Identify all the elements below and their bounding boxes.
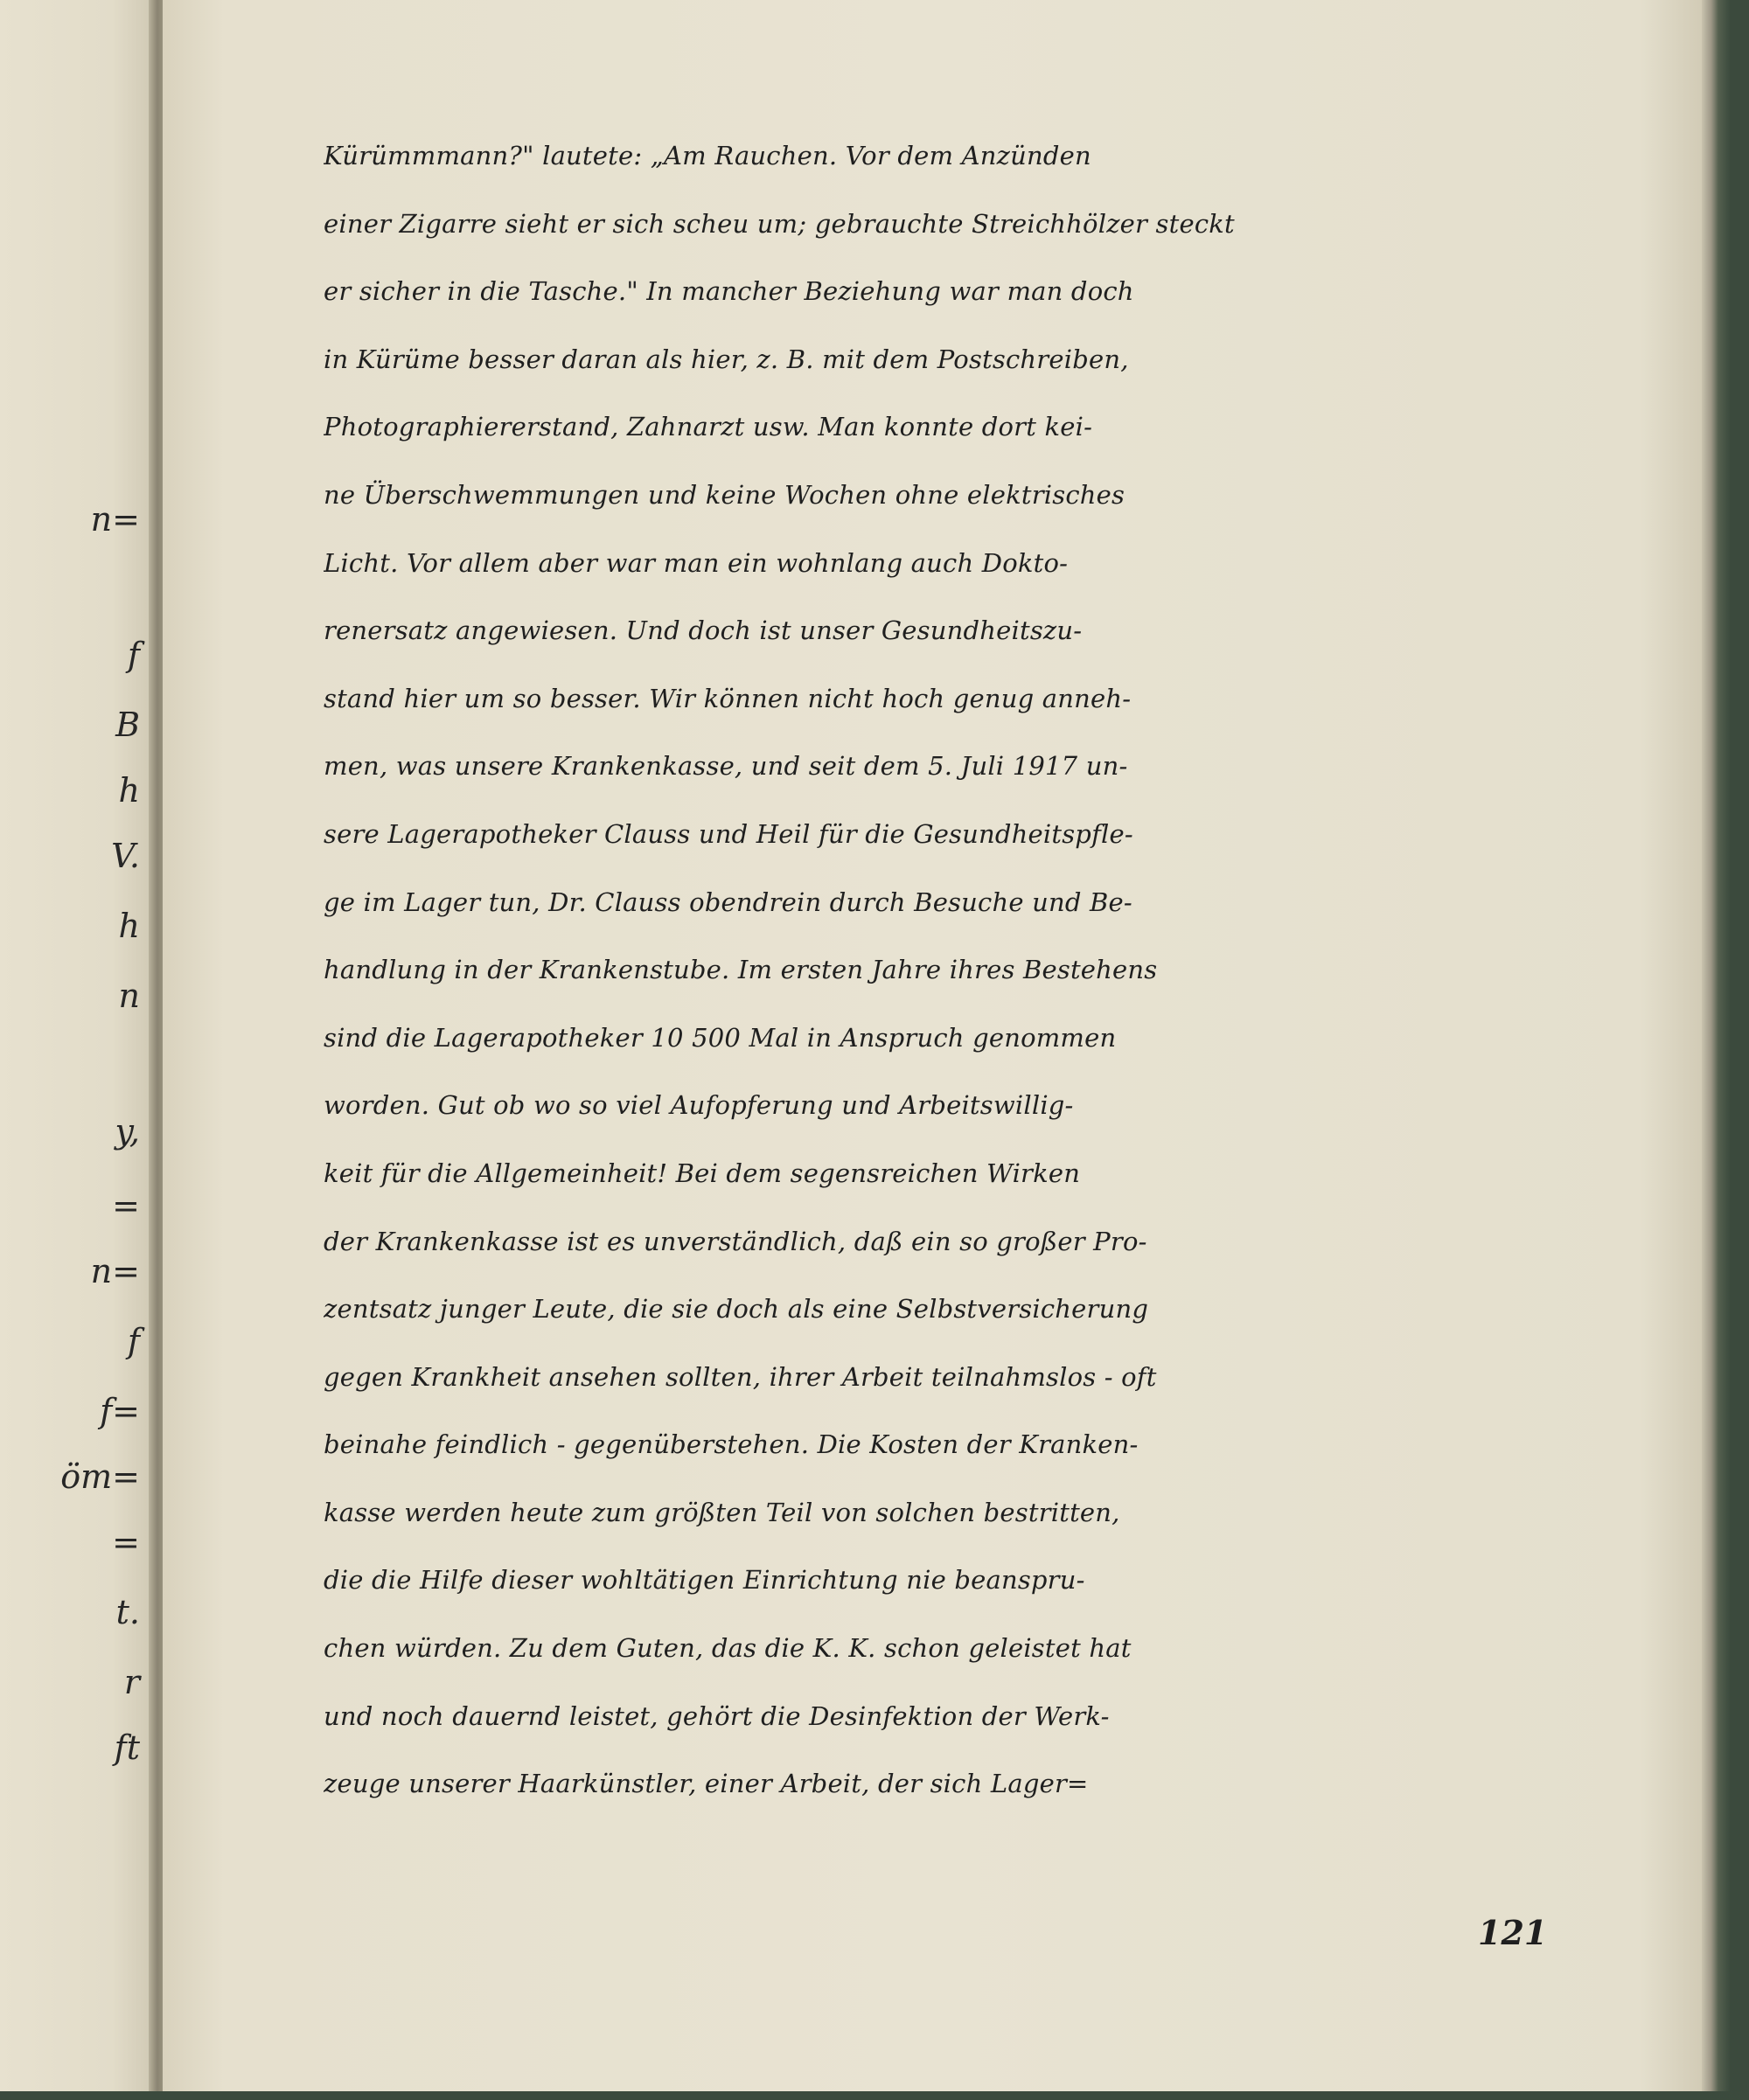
left-page-fragment: n= <box>90 500 140 539</box>
left-page-fragment: r <box>123 1663 140 1701</box>
text-line: chen würden. Zu dem Guten, das die K. K. schon geleistet hat <box>324 1633 1132 1664</box>
text-line: stand hier um so besser. Wir können nicht hoch genug anneh- <box>324 683 1132 713</box>
text-line: in Kürüme besser daran als hier, z. B. mit dem Postschreiben, <box>324 344 1129 374</box>
text-line: men, was unsere Krankenkasse, und seit dem 5. Juli 1917 un- <box>324 751 1128 782</box>
left-page-fragment: f= <box>100 1392 140 1430</box>
text-line: beinahe feindlich - gegenüberstehen. Die Kosten der Kranken- <box>324 1429 1139 1460</box>
text-line: ge im Lager tun, Dr. Clauss obendrein durch Besuche und Be- <box>324 887 1132 917</box>
left-page-fragment: f <box>127 1322 140 1360</box>
bottom-band <box>0 2091 1749 2100</box>
left-page-fragment: h <box>118 771 140 810</box>
page-edge <box>1702 0 1749 2100</box>
text-line: handlung in der Krankenstube. Im ersten Jahre ihres Bestehens <box>324 955 1158 985</box>
text-line: worden. Gut ob wo so viel Aufopferung und Arbeitswillig- <box>324 1090 1074 1121</box>
text-line: einer Zigarre sieht er sich scheu um; gebrauchte Streichhölzer steckt <box>324 208 1235 239</box>
left-page-fragment: B <box>115 706 140 744</box>
text-line: kasse werden heute zum größten Teil von solchen bestritten, <box>324 1497 1120 1527</box>
text-line: zeuge unserer Haarkünstler, einer Arbeit, der sich Lager= <box>324 1769 1089 1799</box>
left-page <box>0 0 160 2091</box>
text-line: renersatz angewiesen. Und doch ist unser Gesundheitszu- <box>324 615 1083 646</box>
left-page-fragments <box>0 0 149 2091</box>
left-page-fragment: n <box>118 977 140 1015</box>
left-page-fragment: f <box>127 636 140 674</box>
left-page-fragment: = <box>112 1186 140 1225</box>
left-page-fragment: = <box>112 1523 140 1561</box>
left-page-fragment: y, <box>115 1112 140 1151</box>
left-page-fragment: öm= <box>60 1457 140 1496</box>
text-line: ne Überschwemmungen und keine Wochen ohne elektrisches <box>324 479 1125 510</box>
left-page-fragment: t. <box>115 1593 140 1631</box>
page-number: 121 <box>1478 1913 1548 1952</box>
text-line: keit für die Allgemeinheit! Bei dem segensreichen Wirken <box>324 1158 1081 1188</box>
text-line: Photographiererstand, Zahnarzt usw. Man konnte dort kei- <box>324 412 1093 442</box>
left-page-fragment: n= <box>90 1252 140 1290</box>
text-line: er sicher in die Tasche." In mancher Beziehung war man doch <box>324 276 1134 307</box>
left-page-fragment: V. <box>111 837 140 875</box>
text-line: Licht. Vor allem aber war man ein wohnlang auch Dokto- <box>324 547 1069 578</box>
text-line: und noch dauernd leistet, gehört die Desinfektion der Werk- <box>324 1700 1110 1731</box>
text-line: zentsatz junger Leute, die sie doch als eine Selbstversicherung <box>324 1294 1149 1325</box>
text-line: sere Lagerapotheker Clauss und Heil für die Gesundheitspfle- <box>324 818 1133 849</box>
handwritten-text-block <box>324 122 1565 1818</box>
text-line: gegen Krankheit ansehen sollten, ihrer Arbeit teilnahmslos - oft <box>324 1361 1157 1392</box>
text-line: Kürümmmann?" lautete: „Am Rauchen. Vor dem Anzünden <box>324 141 1091 170</box>
text-line: der Krankenkasse ist es unverständlich, daß ein so großer Pro- <box>324 1226 1147 1256</box>
text-line: sind die Lagerapotheker 10 500 Mal in Anspruch genommen <box>324 1022 1117 1053</box>
left-page-fragment: h <box>118 907 140 945</box>
left-page-fragment: ft <box>114 1728 140 1767</box>
text-line: die die Hilfe dieser wohltätigen Einrichtung nie beanspru- <box>324 1565 1085 1596</box>
